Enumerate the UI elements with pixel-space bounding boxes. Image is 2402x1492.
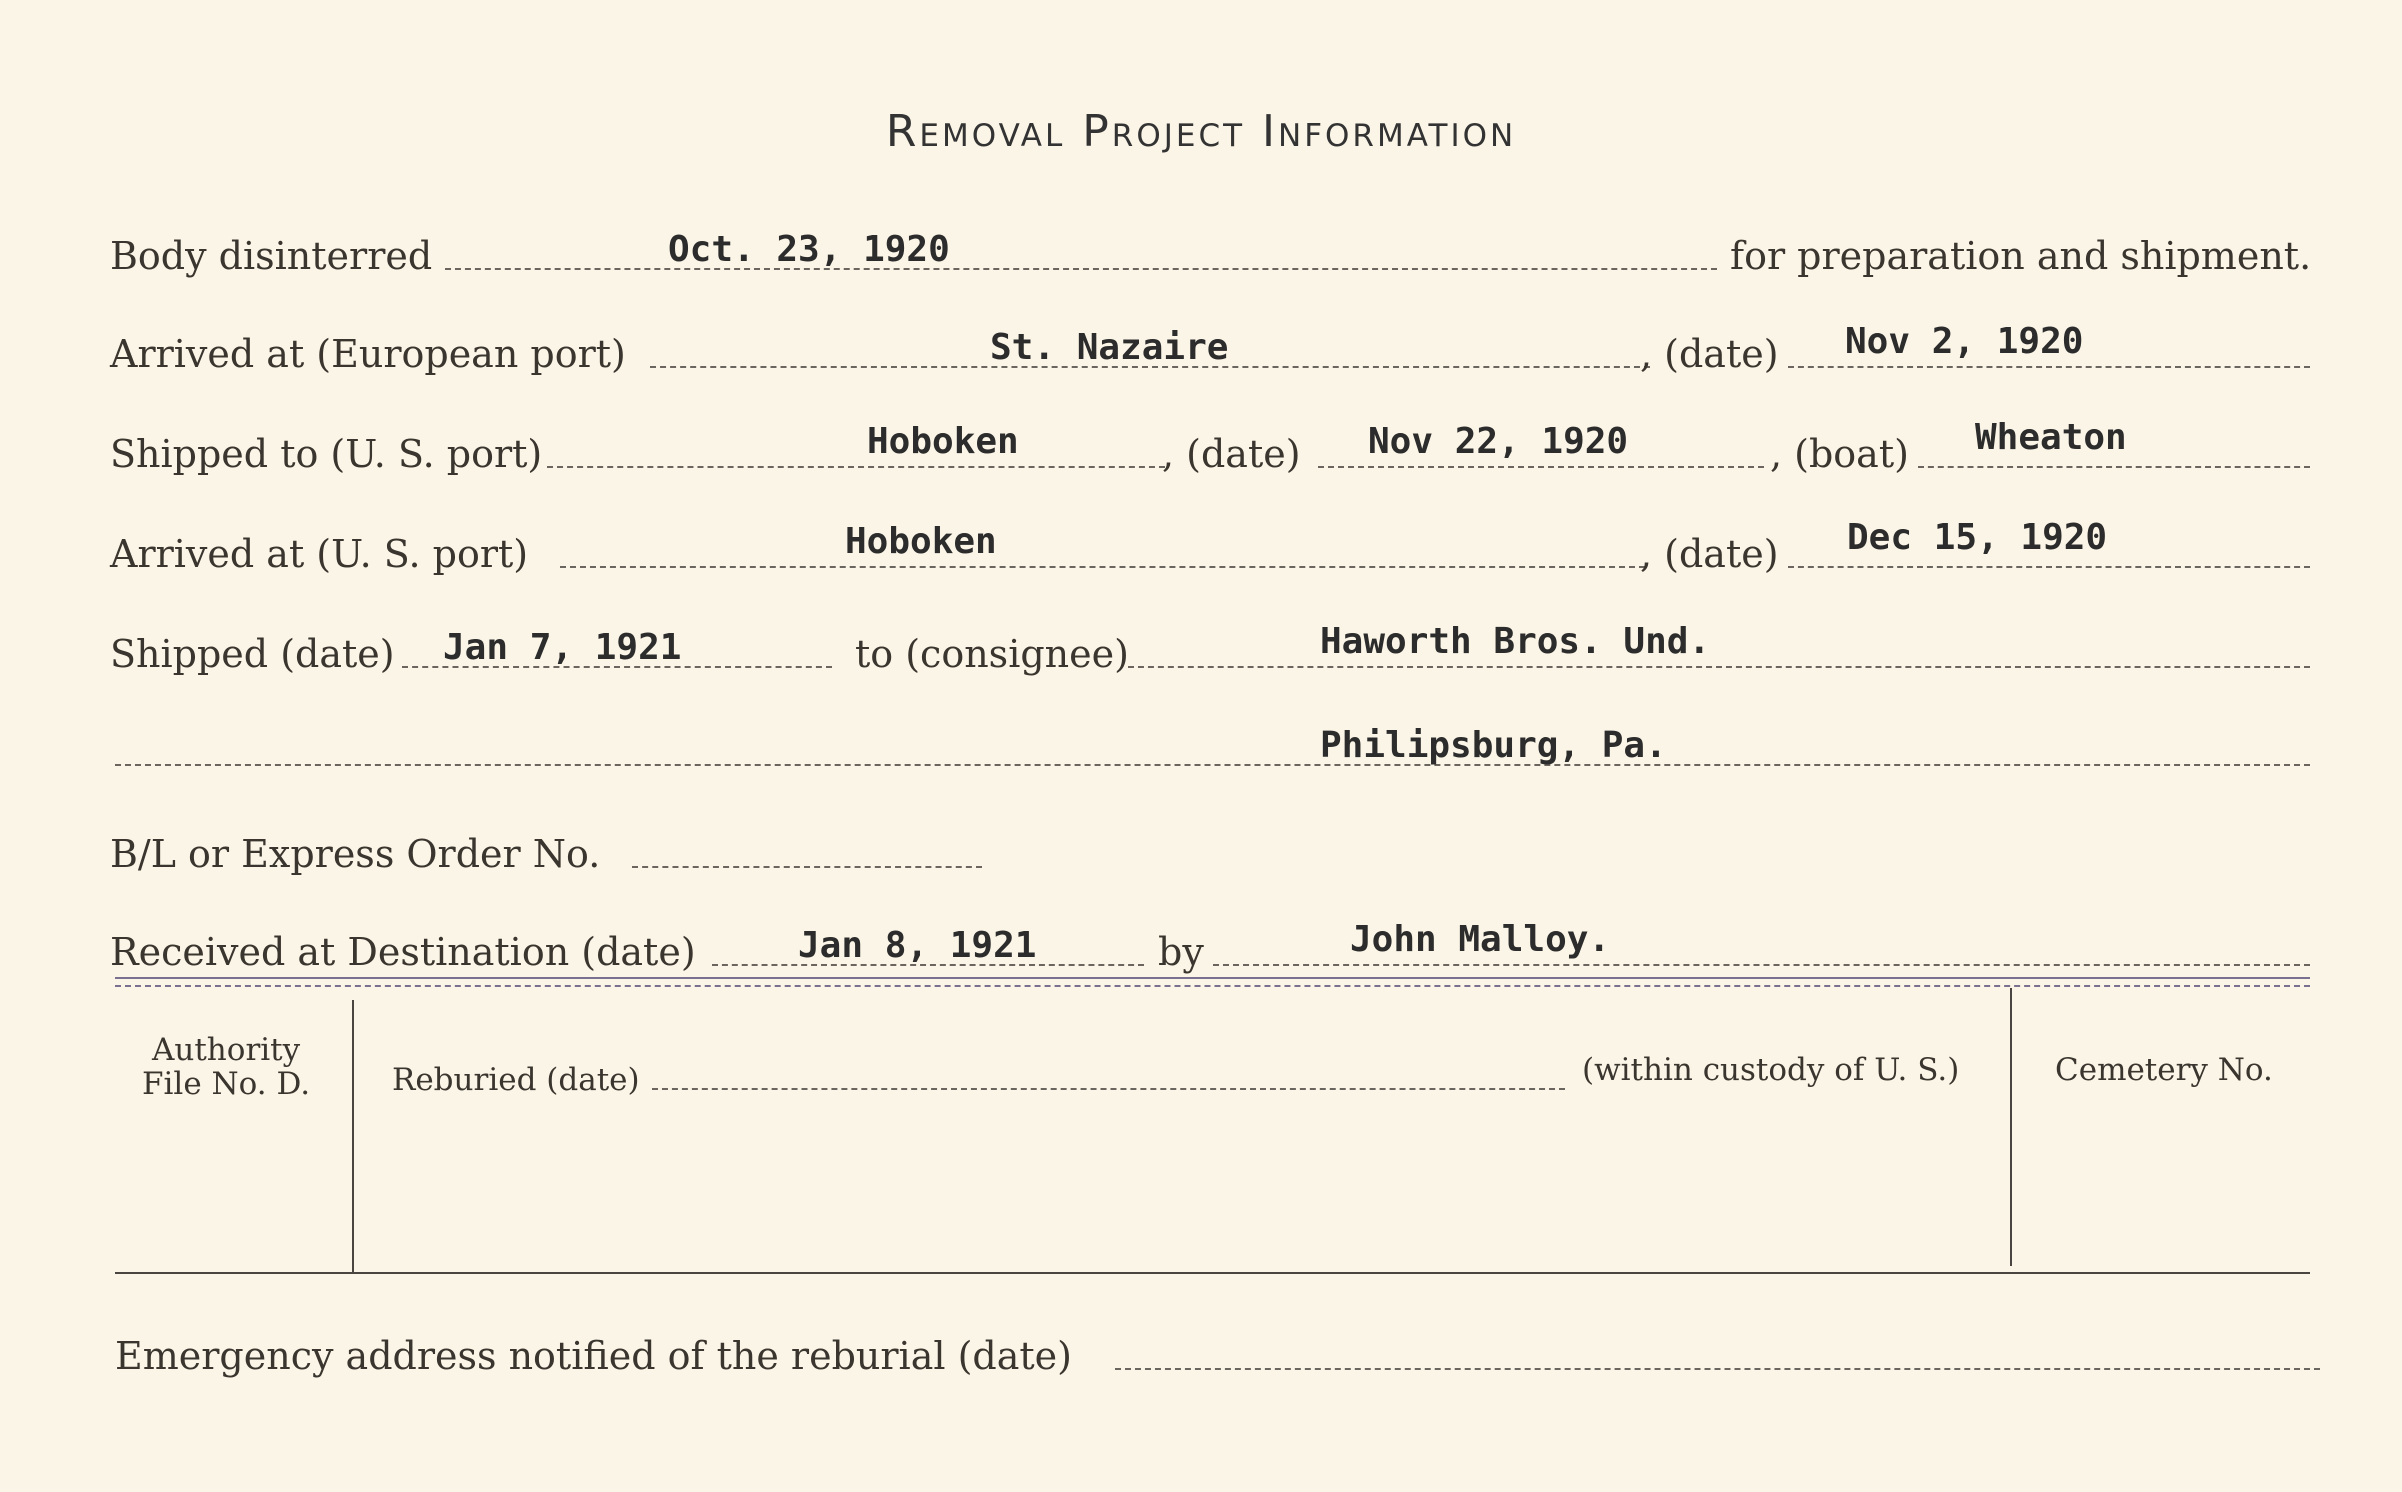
received-by-value: John Malloy. [1350,919,1611,960]
bl-order-label: B/L or Express Order No. [110,832,601,876]
row-emergency [110,1318,2310,1378]
arrived-european-value: St. Nazaire [990,327,1229,368]
arrived-european-date-value: Nov 2, 1920 [1845,321,2084,362]
received-label: Received at Destination (date) [110,930,696,974]
bl-order-line [632,866,982,868]
consignee-label: to (consignee) [855,632,1129,676]
custody-label: (within custody of U. S.) [1582,1052,1960,1088]
emergency-line [1115,1368,2320,1370]
row-body-disinterred [110,218,2310,278]
shipped-us-value: Hoboken [867,421,1019,462]
shipped-us-label: Shipped to (U. S. port) [110,432,543,476]
arrived-us-line [560,566,1645,568]
row-received [110,914,2310,974]
card-title: Removal Project Information [885,106,1517,157]
arrived-european-date-line [1788,366,2310,368]
row-shipped-date [110,616,2310,676]
table-top-rule-1 [115,977,2310,979]
shipped-us-boat-label: , (boat) [1770,432,1909,476]
received-by-line [1213,964,2310,966]
row-arrived-us [110,516,2310,576]
body-disinterred-line [445,268,1717,270]
consignee-value: Haworth Bros. Und. [1320,621,1711,662]
arrived-us-date-label: , (date) [1640,532,1779,576]
arrived-european-date-label: , (date) [1640,332,1779,376]
shipped-date-value: Jan 7, 1921 [443,627,682,668]
authority-label-1: Authority [152,1032,301,1068]
arrived-us-value: Hoboken [845,521,997,562]
body-disinterred-suffix: for preparation and shipment. [1730,234,2312,278]
consignee-line2-line [115,764,2310,766]
shipped-us-date-line [1318,466,1764,468]
arrived-us-date-line [1788,566,2310,568]
authority-label-2: File No. D. [142,1066,311,1102]
reburied-line [652,1088,1565,1090]
cemetery-label: Cemetery No. [2055,1052,2273,1088]
table-divider-1 [352,1000,354,1272]
received-value: Jan 8, 1921 [798,925,1037,966]
row-bl-order [110,816,2310,876]
shipped-us-line [547,466,1165,468]
body-disinterred-value: Oct. 23, 1920 [668,229,950,270]
consignee-line2-value: Philipsburg, Pa. [1320,725,1667,766]
shipped-us-boat-line [1918,466,2310,468]
consignee-line [1128,666,2310,668]
emergency-label: Emergency address notified of the reburial (date) [115,1334,1072,1378]
shipped-date-label: Shipped (date) [110,632,395,676]
body-disinterred-label: Body disinterred [110,234,433,278]
shipped-us-boat-value: Wheaton [1975,417,2127,458]
reburied-label: Reburied (date) [392,1062,640,1098]
row-consignee-line2 [110,714,2310,774]
table-bottom-rule [115,1272,2310,1274]
row-arrived-european [110,316,2310,376]
arrived-european-label: Arrived at (European port) [110,332,626,376]
table-divider-2 [2010,988,2012,1266]
arrived-us-date-value: Dec 15, 1920 [1847,517,2108,558]
shipped-us-date-value: Nov 22, 1920 [1368,421,1629,462]
shipped-us-date-label: , (date) [1162,432,1301,476]
received-by-label: by [1158,930,1204,974]
table-top-rule-2 [115,985,2310,987]
arrived-us-label: Arrived at (U. S. port) [110,532,529,576]
row-shipped-us [110,416,2310,476]
